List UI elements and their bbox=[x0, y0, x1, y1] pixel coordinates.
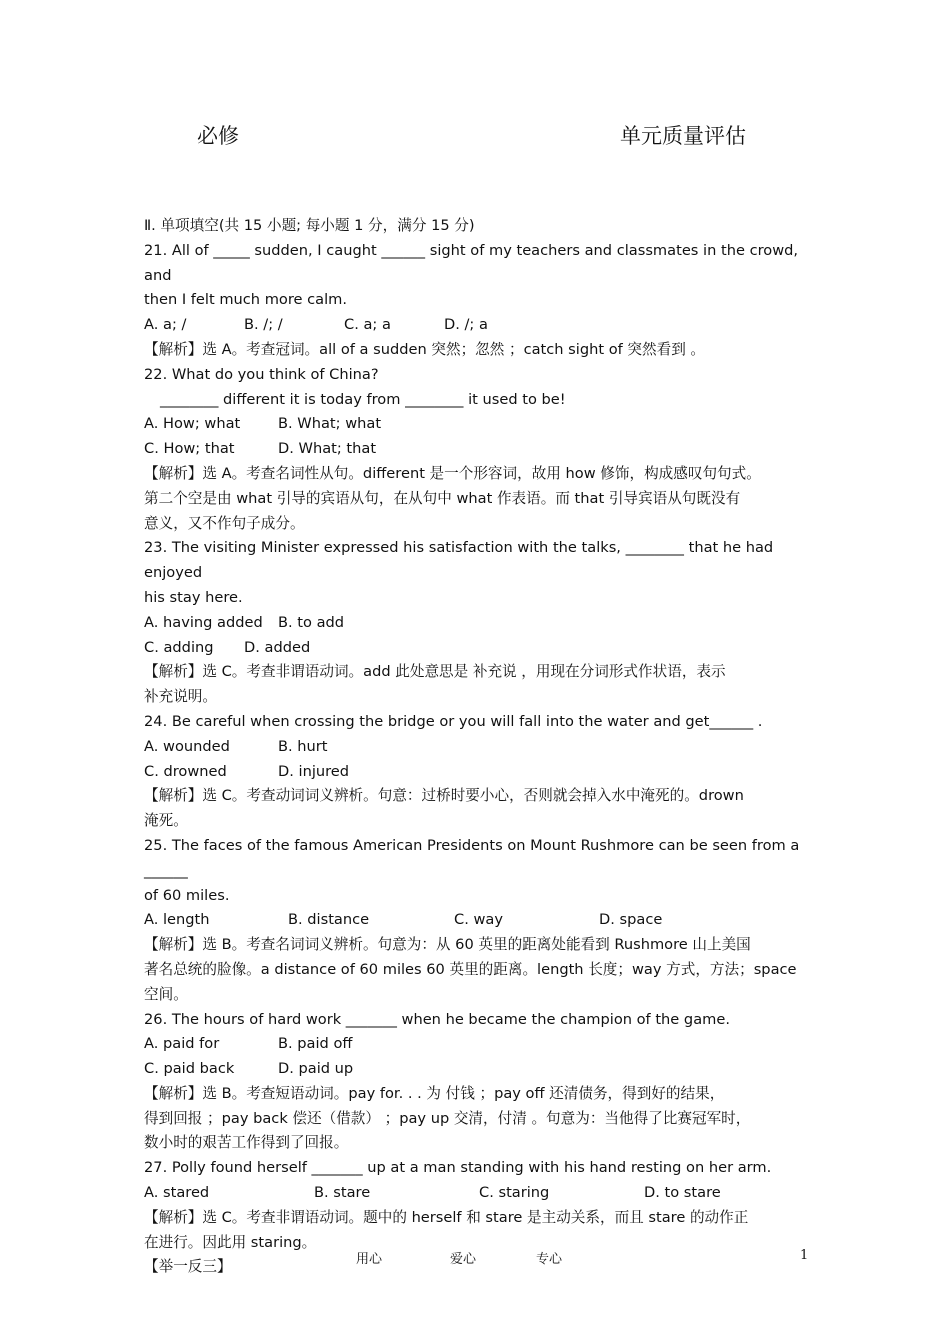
q23-line1: 23. The visiting Minister expressed his satisfaction with the talks, ________ that he had enjoyed bbox=[144, 539, 774, 582]
q24-option-c: C. drowned bbox=[144, 762, 227, 780]
q25-option-c: C. way bbox=[454, 911, 503, 929]
q27-extra: 【举一反三】 bbox=[144, 1258, 232, 1276]
q27-line1: 27. Polly found herself _______ up at a man standing with his hand resting on her arm. bbox=[144, 1159, 772, 1177]
document-body bbox=[144, 214, 808, 1280]
q24-analysis-2: 淹死。 bbox=[144, 812, 188, 830]
q27-option-a: A. stared bbox=[144, 1184, 210, 1202]
q22-option-c: C. How; that bbox=[144, 440, 235, 458]
q27-option-b: B. stare bbox=[314, 1184, 371, 1202]
q25-line2: of 60 miles. bbox=[144, 886, 230, 904]
q22-analysis-2: 第二个空是由 what 引导的宾语从句，在从句中 what 作表语。而 that 引导宾语从句既没有 bbox=[144, 489, 741, 507]
q26-option-c: C. paid back bbox=[144, 1060, 235, 1078]
q23-line2: his stay here. bbox=[144, 588, 243, 606]
q21-option-b: B. /; / bbox=[244, 316, 283, 334]
section-title: Ⅱ. 单项填空(共 15 小题; 每小题 1 分，满分 15 分) bbox=[144, 217, 475, 234]
q23-option-d: D. added bbox=[244, 638, 311, 656]
q26-option-a: A. paid for bbox=[144, 1035, 220, 1053]
q25-option-b: B. distance bbox=[288, 911, 370, 929]
page-number: 1 bbox=[800, 1248, 809, 1263]
q26-analysis-3: 数小时的艰苦工作得到了回报。 bbox=[144, 1134, 349, 1152]
q24-line1: 24. Be careful when crossing the bridge or you will fall into the water and get______ . bbox=[144, 712, 763, 730]
q27-option-d: D. to stare bbox=[644, 1184, 721, 1202]
q22-line2: ________ different it is today from ________ it used to be! bbox=[160, 390, 566, 408]
q23-option-a: A. having added bbox=[144, 613, 263, 631]
q24-option-b: B. hurt bbox=[278, 737, 328, 755]
footer-text-2: 爱心 bbox=[450, 1252, 477, 1267]
q23-options-row1 bbox=[144, 611, 808, 636]
q26-options-row2 bbox=[144, 1057, 808, 1082]
q27-analysis-2: 在进行。因此用 staring。 bbox=[144, 1233, 317, 1251]
q24-analysis-1: 【解析】选 C。考查动词词义辨析。句意：过桥时要小心，否则就会掉入水中淹死的。drown bbox=[144, 787, 744, 805]
footer-text-3: 专心 bbox=[536, 1252, 563, 1267]
q21-line1: 21. All of _____ sudden, I caught ______ sight of my teachers and classmates in the crowd, and bbox=[144, 241, 799, 284]
q21-line2: then I felt much more calm. bbox=[144, 291, 348, 309]
q22-options-row1 bbox=[144, 412, 808, 437]
q24-option-d: D. injured bbox=[278, 762, 350, 780]
q25-line1: 25. The faces of the famous American Presidents on Mount Rushmore can be seen from a ______ bbox=[144, 836, 800, 879]
q22-option-a: A. How; what bbox=[144, 415, 241, 433]
q22-line1: 22. What do you think of China? bbox=[144, 365, 379, 383]
q25-analysis-2: 著名总统的脸像。a distance of 60 miles 60 英里的距离。length 长度；way 方式，方法；space bbox=[144, 960, 797, 978]
q22-analysis-1: 【解析】选 A。考查名词性从句。different 是一个形容词，故用 how 修饰，构成感叹句句式。 bbox=[144, 464, 761, 482]
q23-analysis-1: 【解析】选 C。考查非谓语动词。add 此处意思是 补充说 ，用现在分词形式作状语，表示 bbox=[144, 663, 726, 681]
q22-option-b: B. What; what bbox=[278, 415, 382, 433]
q25-options bbox=[144, 908, 808, 933]
q25-analysis-3: 空间。 bbox=[144, 985, 188, 1003]
q27-option-c: C. staring bbox=[479, 1184, 550, 1202]
q22-analysis-3: 意义，又不作句子成分。 bbox=[144, 514, 305, 532]
q26-options-row1 bbox=[144, 1032, 808, 1057]
q22-options-row2 bbox=[144, 437, 808, 462]
q23-option-b: B. to add bbox=[278, 613, 345, 631]
q26-option-b: B. paid off bbox=[278, 1035, 353, 1053]
q21-option-c: C. a; a bbox=[344, 316, 391, 334]
q25-option-d: D. space bbox=[599, 911, 663, 929]
header-right: 单元质量评估 bbox=[620, 124, 746, 148]
q21-options bbox=[144, 313, 808, 338]
q22-option-d: D. What; that bbox=[278, 440, 377, 458]
q26-option-d: D. paid up bbox=[278, 1060, 354, 1078]
q26-line1: 26. The hours of hard work _______ when he became the champion of the game. bbox=[144, 1010, 730, 1028]
q25-option-a: A. length bbox=[144, 911, 210, 929]
q23-options-row2 bbox=[144, 636, 808, 661]
q27-options bbox=[144, 1181, 808, 1206]
q26-analysis-1: 【解析】选 B。考查短语动词。pay for. . . 为 付钱 ；pay off 还清债务，得到好的结果， bbox=[144, 1084, 725, 1102]
header-left: 必修 bbox=[197, 124, 239, 148]
q24-options-row2 bbox=[144, 760, 808, 785]
footer-text-1: 用心 bbox=[356, 1252, 383, 1267]
q26-analysis-2: 得到回报 ；pay back 偿还（借款） ；pay up 交清，付清 。句意为：当他得了比赛冠军时， bbox=[144, 1109, 751, 1127]
q23-option-c: C. adding bbox=[144, 638, 214, 656]
q21-analysis: 【解析】选 A。考查冠词。all of a sudden 突然；忽然 ；catch sight of 突然看到 。 bbox=[144, 340, 706, 358]
q23-analysis-2: 补充说明。 bbox=[144, 688, 217, 706]
q21-option-a: A. a; / bbox=[144, 316, 187, 334]
q25-analysis-1: 【解析】选 B。考查名词词义辨析。句意为：从 60 英里的距离处能看到 Rushmore 山上美国 bbox=[144, 936, 751, 954]
q21-option-d: D. /; a bbox=[444, 316, 488, 334]
q24-options-row1 bbox=[144, 735, 808, 760]
q27-analysis-1: 【解析】选 C。考查非谓语动词。题中的 herself 和 stare 是主动关系，而且 stare 的动作正 bbox=[144, 1208, 749, 1226]
q24-option-a: A. wounded bbox=[144, 737, 230, 755]
